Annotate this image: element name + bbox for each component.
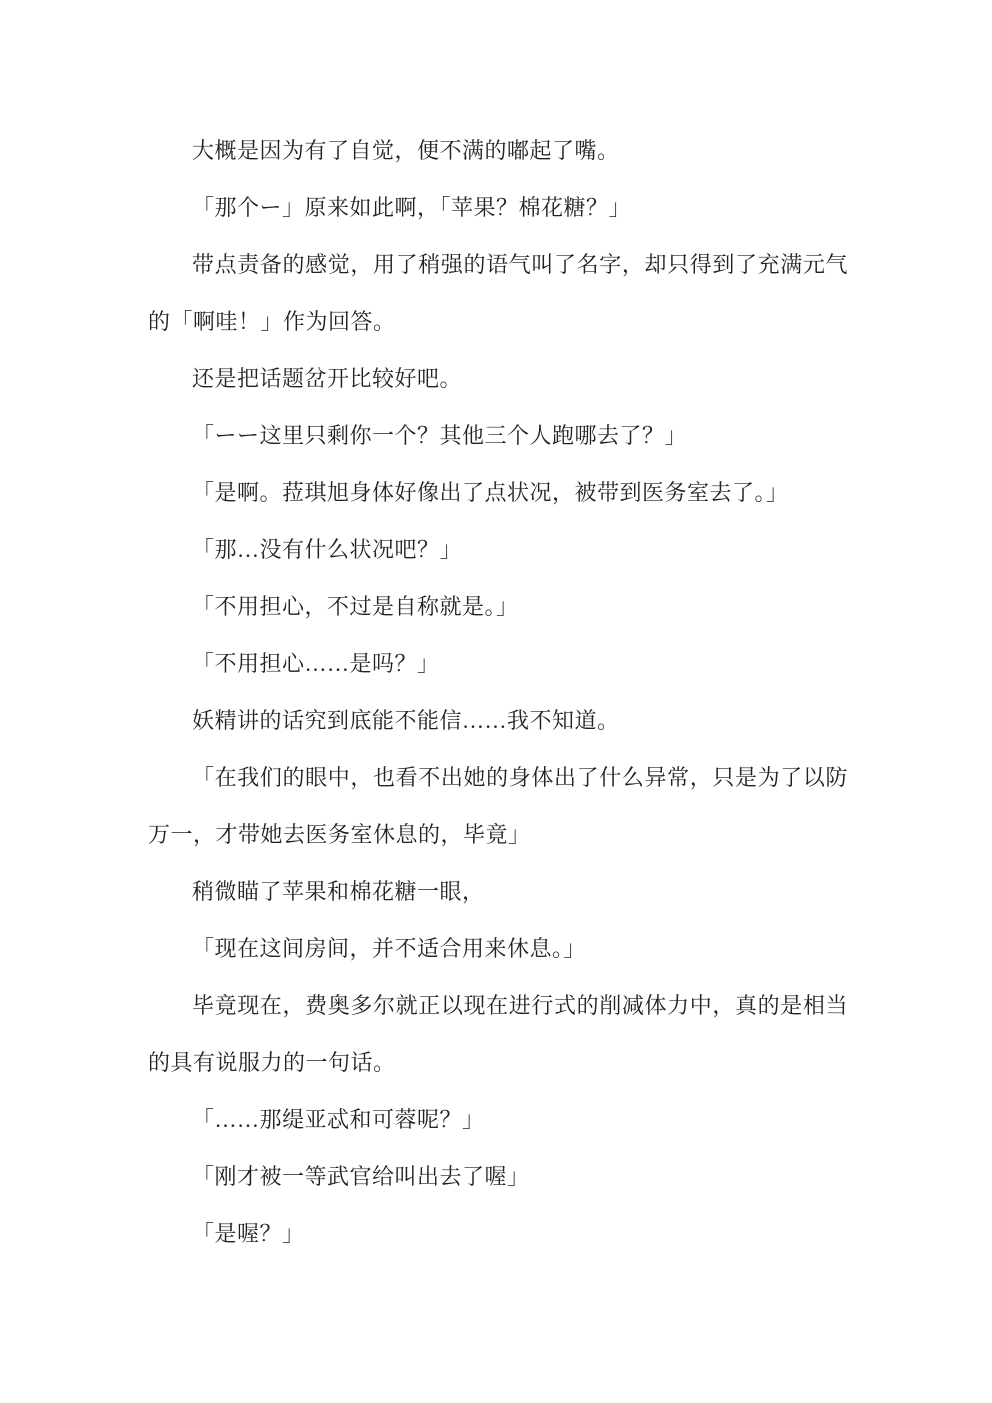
paragraph: 「不用担心……是吗？」	[192, 651, 440, 676]
paragraph: 毕竟现在，费奥多尔就正以现在进行式的削减体力中，真的是相当的具有说服力的一句话。	[148, 993, 848, 1075]
paragraph: 「那个ー」原来如此啊，「苹果？棉花糖？」	[192, 195, 632, 220]
paragraph-list	[148, 122, 848, 1262]
paragraph: 「刚才被一等武官给叫出去了喔」	[192, 1164, 530, 1189]
paragraph: 「……那缇亚忒和可蓉呢？」	[192, 1107, 485, 1132]
paragraph: 「那…没有什么状况吧？」	[192, 537, 463, 562]
paragraph: 大概是因为有了自觉，便不满的嘟起了嘴。	[192, 138, 620, 163]
paragraph: 带点责备的感觉，用了稍强的语气叫了名字，却只得到了充满元气的「啊哇！」作为回答。	[148, 252, 848, 334]
paragraph: 「不用担心，不过是自称就是。」	[192, 594, 519, 619]
paragraph: 「ーー这里只剩你一个？其他三个人跑哪去了？」	[192, 423, 688, 448]
paragraph: 「是啊。菈琪旭身体好像出了点状况，被带到医务室去了。」	[192, 480, 789, 505]
paragraph: 「在我们的眼中，也看不出她的身体出了什么异常，只是为了以防万一，才带她去医务室休息的，毕竟」	[148, 765, 848, 847]
paragraph: 「是喔？」	[192, 1221, 305, 1246]
paragraph: 「现在这间房间，并不适合用来休息。」	[192, 936, 587, 961]
paragraph: 稍微瞄了苹果和棉花糖一眼，	[192, 879, 485, 904]
paragraph: 妖精讲的话究到底能不能信……我不知道。	[192, 708, 620, 733]
paragraph: 还是把话题岔开比较好吧。	[192, 366, 463, 391]
